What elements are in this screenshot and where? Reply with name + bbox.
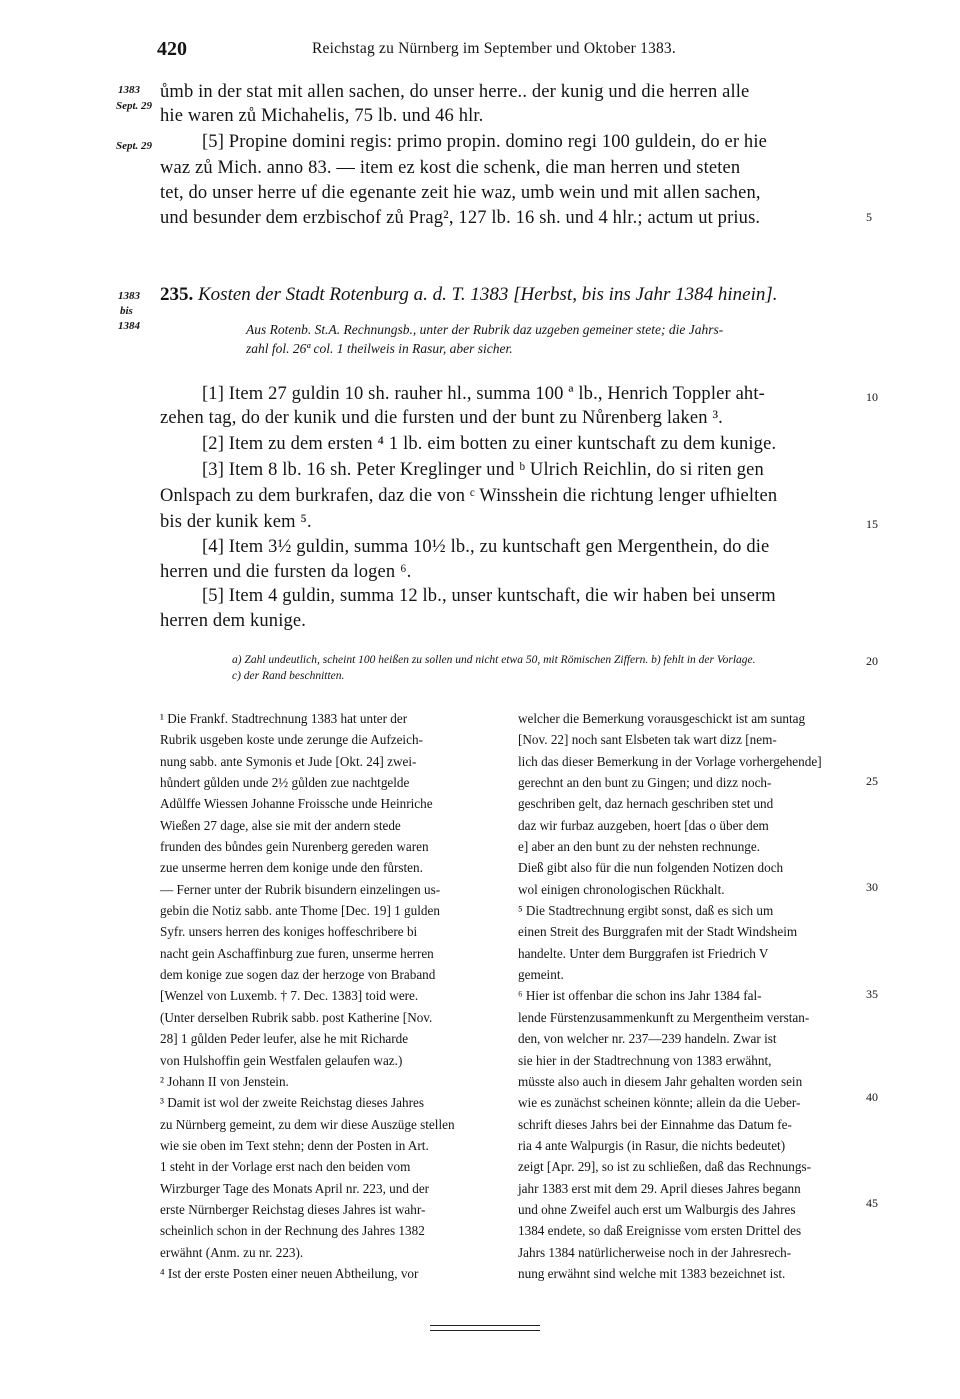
footnote-line: ⁶ Hier ist offenbar die schon ins Jahr 1384 fal- xyxy=(518,988,762,1004)
text-line: Onlspach zu dem burkrafen, daz die von ᶜ Winsshein die richtung lenger ufhielten xyxy=(160,486,778,506)
footnote-line: ria 4 ante Walpurgis (in Rasur, die nichts bedeutet) xyxy=(518,1137,786,1153)
footnote-line: schrift dieses Jahrs bei der Einnahme das Datum fe- xyxy=(518,1116,792,1132)
source-note: Aus Rotenb. St.A. Rechnungsb., unter der Rubrik daz uzgeben gemeiner stete; die Jahrs- xyxy=(246,322,724,337)
footnote-line: daz wir furbaz auzgeben, hoert [das o über dem xyxy=(518,817,769,833)
text-line: [5] Propine domini regis: primo propin. domino regi 100 guldein, do er hie xyxy=(202,132,767,152)
footnote-line: gebin die Notiz sabb. ante Thome [Dec. 19] 1 gulden xyxy=(160,903,440,919)
text-line: [4] Item 3½ guldin, summa 10½ lb., zu kuntschaft gen Mergenthein, do die xyxy=(202,537,770,557)
footnote-line: nung erwähnt sind welche mit 1383 bezeichnet ist. xyxy=(518,1265,786,1281)
variant-note: c) der Rand beschnitten. xyxy=(232,670,345,682)
line-number: 10 xyxy=(866,390,878,404)
footnote-line: und ohne Zweifel auch erst um Walburgis des Jahres xyxy=(518,1201,796,1217)
footnote-line: lende Fürstenzusammenkunft zu Mergentheim verstan- xyxy=(518,1009,810,1025)
footnote-line: scheinlich schon in der Rechnung des Jahres 1382 xyxy=(160,1223,425,1239)
text-line: herren dem kunige. xyxy=(160,611,307,631)
footnote-line: von Hulshoffin gein Westfalen gelaufen waz.) xyxy=(160,1052,403,1068)
margin-year: 1383 xyxy=(118,290,140,302)
footnote-line: Wirzburger Tage des Monats April nr. 223, und der xyxy=(160,1180,430,1196)
variant-note: a) Zahl undeutlich, scheint 100 heißen zu sollen und nicht etwa 50, mit Römischen Ziffern. b) fehlt in der Vorlage. xyxy=(232,654,756,666)
page-number: 420 xyxy=(157,38,187,60)
footnote-line: hůndert gůlden unde 2½ gůlden zue nachtgelde xyxy=(160,775,410,791)
footnote-line: zue unserme herren dem konige unde den fůrsten. xyxy=(160,860,423,876)
footnotes-right xyxy=(518,708,858,1284)
line-number: 40 xyxy=(866,1090,878,1104)
margin-date: Sept. 29 xyxy=(116,140,153,152)
text-line: und besunder dem erzbischof zů Prag², 127 lb. 16 sh. und 4 hlr.; actum ut prius. xyxy=(160,208,761,228)
footnote-line: (Unter derselben Rubrik sabb. post Katherine [Nov. xyxy=(160,1009,433,1025)
text-line: [2] Item zu dem ersten ⁴ 1 lb. eim botten zu einer kuntschaft zu dem kunige. xyxy=(202,434,777,454)
footnote-line: zeigt [Apr. 29], so ist zu schließen, daß das Rechnungs- xyxy=(518,1159,811,1175)
footnote-line: wie sie oben im Text stehn; denn der Posten in Art. xyxy=(160,1137,429,1153)
margin-bis: bis xyxy=(120,305,133,317)
text-line: [1] Item 27 guldin 10 sh. rauher hl., summa 100 ª lb., Henrich Toppler aht- xyxy=(202,384,765,404)
footnote-line: wie es zunächst scheinen könnte; allein da die Ueber- xyxy=(518,1095,801,1111)
line-number: 15 xyxy=(866,517,878,531)
line-number: 35 xyxy=(866,987,878,1001)
footnote-line: handelte. Unter dem Burggrafen ist Friedrich V xyxy=(518,945,769,961)
running-title: Reichstag zu Nürnberg im September und Oktober 1383. xyxy=(312,40,676,57)
footnote-line: zu Nürnberg gemeint, zu dem wir diese Auszüge stellen xyxy=(160,1116,455,1132)
footnote-line: frunden des bůndes gein Nurenberg gereden waren xyxy=(160,839,429,855)
footnote-line: 1 steht in der Vorlage erst nach den beiden vom xyxy=(160,1159,411,1175)
footnote-line: gemeint. xyxy=(518,967,564,983)
footnote-line: e] aber an den bunt zu der nehsten rechnunge. xyxy=(518,839,761,855)
section-number: 235. xyxy=(160,284,194,305)
footnote-line: gerechnt an den bunt zu Gingen; und dizz noch- xyxy=(518,775,772,791)
footnote-line: 1384 endete, so daß Ereignisse vom ersten Drittel des xyxy=(518,1223,802,1239)
text-line: bis der kunik kem ⁵. xyxy=(160,512,312,532)
footnote-line: dem konige zue sogen daz der herzoge von Braband xyxy=(160,967,436,983)
line-number: 5 xyxy=(866,210,872,224)
margin-year: 1384 xyxy=(118,320,140,332)
footnote-line: ² Johann II von Jenstein. xyxy=(160,1073,289,1089)
footnote-line: erste Nürnberger Reichstag dieses Jahres ist wahr- xyxy=(160,1201,426,1217)
section-heading xyxy=(160,284,778,306)
footnote-line: geschriben gelt, daz hernach geschriben stet und xyxy=(518,796,774,812)
text-line: waz zů Mich. anno 83. — item ez kost die schenk, die man herren und steten xyxy=(160,158,741,178)
footnotes-left xyxy=(160,708,500,1284)
line-number: 20 xyxy=(866,654,878,668)
footnote-line: 28] 1 gůlden Peder leufer, alse he mit Richarde xyxy=(160,1031,409,1047)
footnote-line: — Ferner unter der Rubrik bisundern einzelingen us- xyxy=(160,881,441,897)
line-number: 25 xyxy=(866,774,878,788)
text-line: tet, do unser herre uf die egenante zeit hie waz, umb wein und mit allen sachen, xyxy=(160,183,761,203)
footnote-line: Jahrs 1384 natürlicherweise noch in der Jahresrech- xyxy=(518,1244,792,1260)
text-line: zehen tag, do der kunik und die fursten und der bunt zu Nůrenberg laken ³. xyxy=(160,408,723,428)
text-line: [5] Item 4 guldin, summa 12 lb., unser kuntschaft, die wir haben bei unserm xyxy=(202,586,776,606)
footnote-line: Syfr. unsers herren des koniges hoffeschribere bi xyxy=(160,924,418,940)
footnote-line: Wießen 27 dage, alse sie mit der andern stede xyxy=(160,817,401,833)
footnote-line: jahr 1383 erst mit dem 29. April dieses Jahres begann xyxy=(518,1180,801,1196)
footnote-line: ³ Damit ist wol der zweite Reichstag dieses Jahres xyxy=(160,1095,424,1111)
footnote-line: ¹ Die Frankf. Stadtrechnung 1383 hat unter der xyxy=(160,711,408,726)
footnote-line: wol einigen chronologischen Rückhalt. xyxy=(518,881,725,897)
text-line: ůmb in der stat mit allen sachen, do unser herre.. der kunig und die herren alle xyxy=(160,82,750,102)
footnote-line: den, von welcher nr. 237—239 handeln. Zwar ist xyxy=(518,1031,777,1047)
footnote-line: welcher die Bemerkung vorausgeschickt ist am suntag xyxy=(518,711,806,726)
footnote-line: sie hier in der Stadtrechnung von 1383 erwähnt, xyxy=(518,1052,772,1068)
footnote-line: [Nov. 22] noch sant Elsbeten tak wart dizz [nem- xyxy=(518,732,777,748)
footnote-line: [Wenzel von Luxemb. † 7. Dec. 1383] toid were. xyxy=(160,988,419,1004)
source-note: zahl fol. 26ª col. 1 theilweis in Rasur, aber sicher. xyxy=(246,341,513,356)
footnote-line: lich das dieser Bemerkung in der Vorlage vorhergehende] xyxy=(518,753,822,769)
footnote-line: ⁵ Die Stadtrechnung ergibt sonst, daß es sich um xyxy=(518,903,774,919)
text-line: herren und die fursten da logen ⁶. xyxy=(160,562,412,582)
footnote-line: Dieß gibt also für die nun folgenden Notizen doch xyxy=(518,860,784,876)
margin-year: 1383 xyxy=(118,84,140,96)
footnote-line: ⁴ Ist der erste Posten einer neuen Abtheilung, vor xyxy=(160,1265,419,1281)
footnote-line: Rubrik usgeben koste unde zerunge die Aufzeich- xyxy=(160,732,423,748)
footnote-line: Adůlffe Wiessen Johanne Froissche unde Heinriche xyxy=(160,796,433,812)
footnote-line: müsste also auch in diesem Jahr gehalten worden sein xyxy=(518,1073,803,1089)
footnote-line: erwähnt (Anm. zu nr. 223). xyxy=(160,1244,304,1260)
footnote-line: einen Streit des Burggrafen mit der Stadt Windsheim xyxy=(518,924,798,940)
closing-rule xyxy=(430,1325,540,1326)
section-title: Kosten der Stadt Rotenburg a. d. T. 1383 [Herbst, bis ins Jahr 1384 hinein]. xyxy=(198,284,778,305)
text-line: hie waren zů Michahelis, 75 lb. und 46 hlr. xyxy=(160,106,484,126)
closing-rule xyxy=(430,1330,540,1331)
line-number: 30 xyxy=(866,880,878,894)
margin-date: Sept. 29 xyxy=(116,100,153,112)
footnote-line: nung sabb. ante Symonis et Jude [Okt. 24] zwei- xyxy=(160,753,417,769)
text-line: [3] Item 8 lb. 16 sh. Peter Kreglinger und ᵇ Ulrich Reichlin, do si riten gen xyxy=(202,460,764,480)
line-number: 45 xyxy=(866,1196,878,1210)
footnote-line: nacht gein Aschaffinburg zue furen, unserme herren xyxy=(160,945,434,961)
